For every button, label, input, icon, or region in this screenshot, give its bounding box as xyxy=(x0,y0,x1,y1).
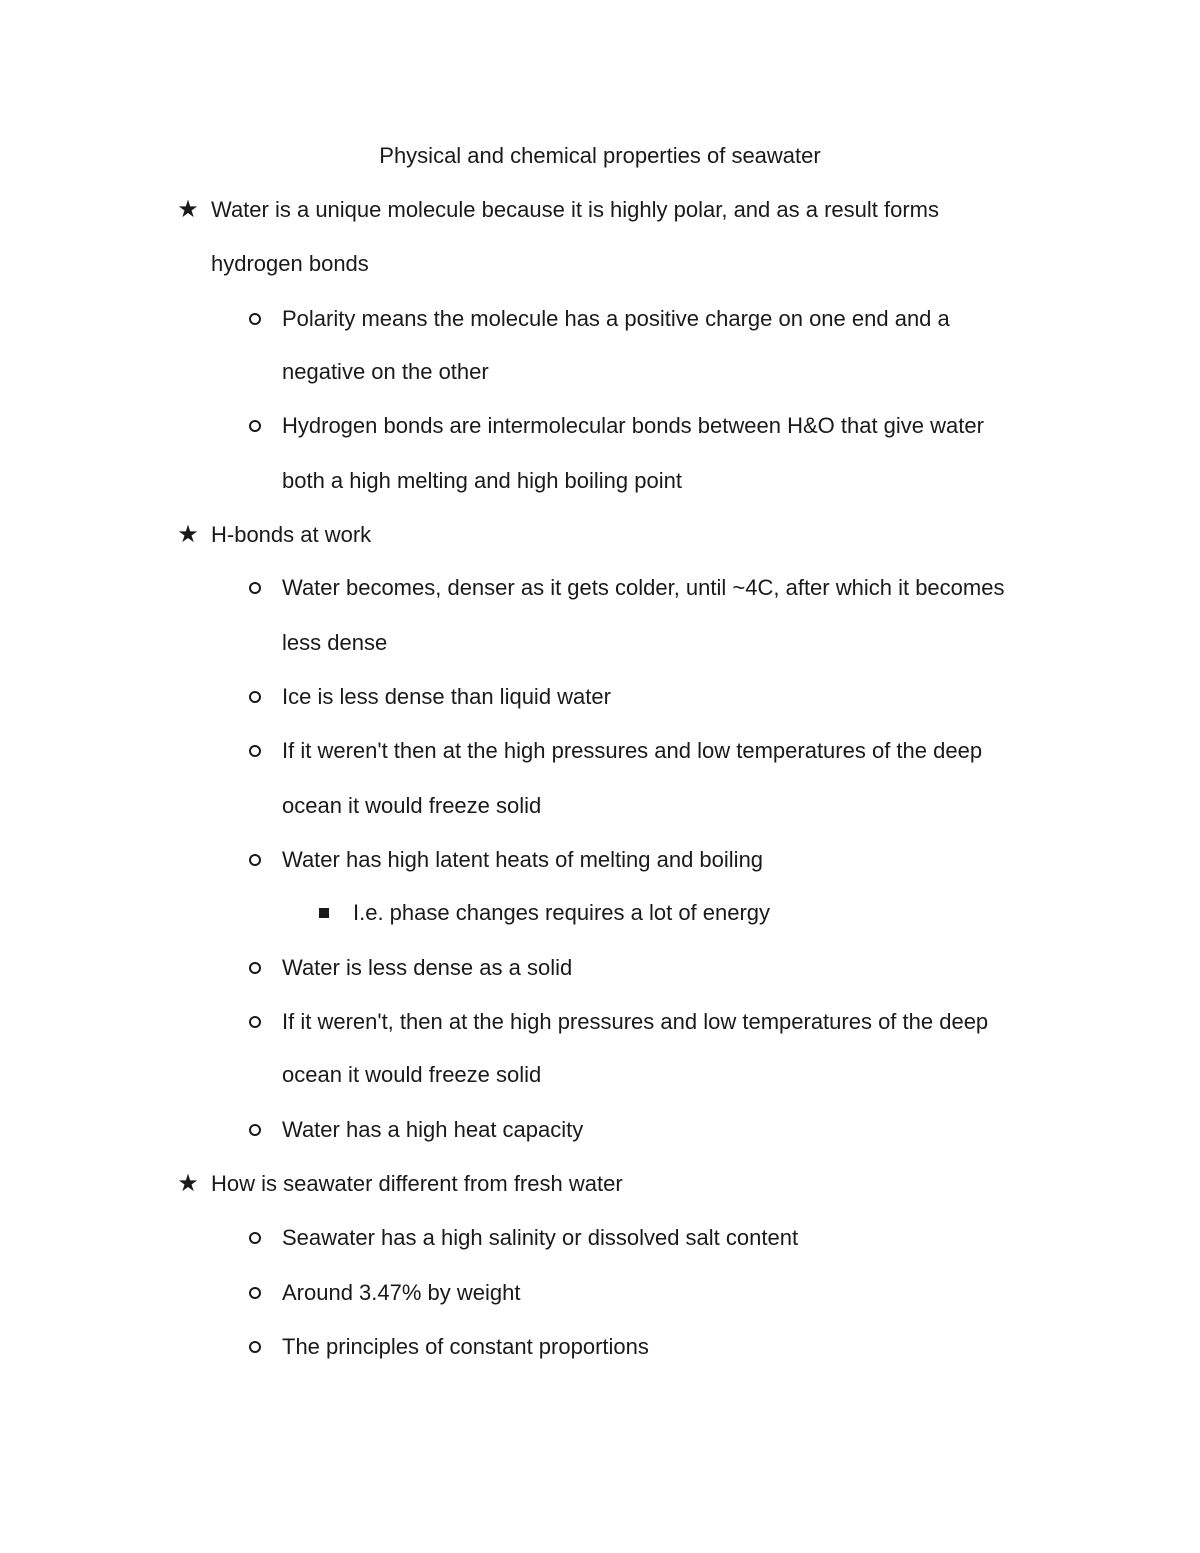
list-item-continued: ocean it would freeze solid xyxy=(282,793,542,818)
star-bullet-icon: ★ xyxy=(177,196,199,223)
circle-bullet-icon xyxy=(248,304,262,334)
star-bullet-icon: ★ xyxy=(177,1170,199,1197)
circle-bullet-icon xyxy=(248,953,262,983)
list-item: Seawater has a high salinity or dissolved salt content xyxy=(282,1225,799,1250)
list-item: Water becomes, denser as it gets colder, until ~4C, after which it becomes xyxy=(282,575,1005,600)
square-bullet-icon xyxy=(317,898,331,928)
circle-bullet-icon xyxy=(248,736,262,766)
page-title: Physical and chemical properties of seawater xyxy=(379,143,821,168)
circle-bullet-icon xyxy=(248,1223,262,1253)
circle-bullet-icon xyxy=(248,1332,262,1362)
list-item: Water has high latent heats of melting and boiling xyxy=(282,847,764,872)
section-heading-continued: hydrogen bonds xyxy=(211,251,369,276)
section-heading: H-bonds at work xyxy=(211,522,372,547)
list-item: Ice is less dense than liquid water xyxy=(282,684,611,709)
circle-bullet-icon xyxy=(248,1115,262,1145)
list-item: If it weren't then at the high pressures and low temperatures of the deep xyxy=(282,738,983,763)
circle-bullet-icon xyxy=(248,845,262,875)
circle-bullet-icon xyxy=(248,411,262,441)
list-item-continued: both a high melting and high boiling point xyxy=(282,468,682,493)
list-item-continued: ocean it would freeze solid xyxy=(282,1062,542,1087)
list-item: Around 3.47% by weight xyxy=(282,1280,521,1305)
circle-bullet-icon xyxy=(248,1007,262,1037)
list-item: Polarity means the molecule has a positive charge on one end and a xyxy=(282,306,950,331)
circle-bullet-icon xyxy=(248,1278,262,1308)
section-heading: Water is a unique molecule because it is highly polar, and as a result forms xyxy=(211,197,939,222)
section-heading: How is seawater different from fresh water xyxy=(211,1171,623,1196)
star-bullet-icon: ★ xyxy=(177,521,199,548)
list-item: Hydrogen bonds are intermolecular bonds between H&O that give water xyxy=(282,413,984,438)
list-item-continued: negative on the other xyxy=(282,359,489,384)
list-item: Water has a high heat capacity xyxy=(282,1117,584,1142)
sub-list-item: I.e. phase changes requires a lot of energy xyxy=(353,900,771,925)
list-item: Water is less dense as a solid xyxy=(282,955,573,980)
list-item: The principles of constant proportions xyxy=(282,1334,649,1359)
circle-bullet-icon xyxy=(248,682,262,712)
circle-bullet-icon xyxy=(248,573,262,603)
list-item-continued: less dense xyxy=(282,630,388,655)
list-item: If it weren't, then at the high pressures and low temperatures of the deep xyxy=(282,1009,989,1034)
